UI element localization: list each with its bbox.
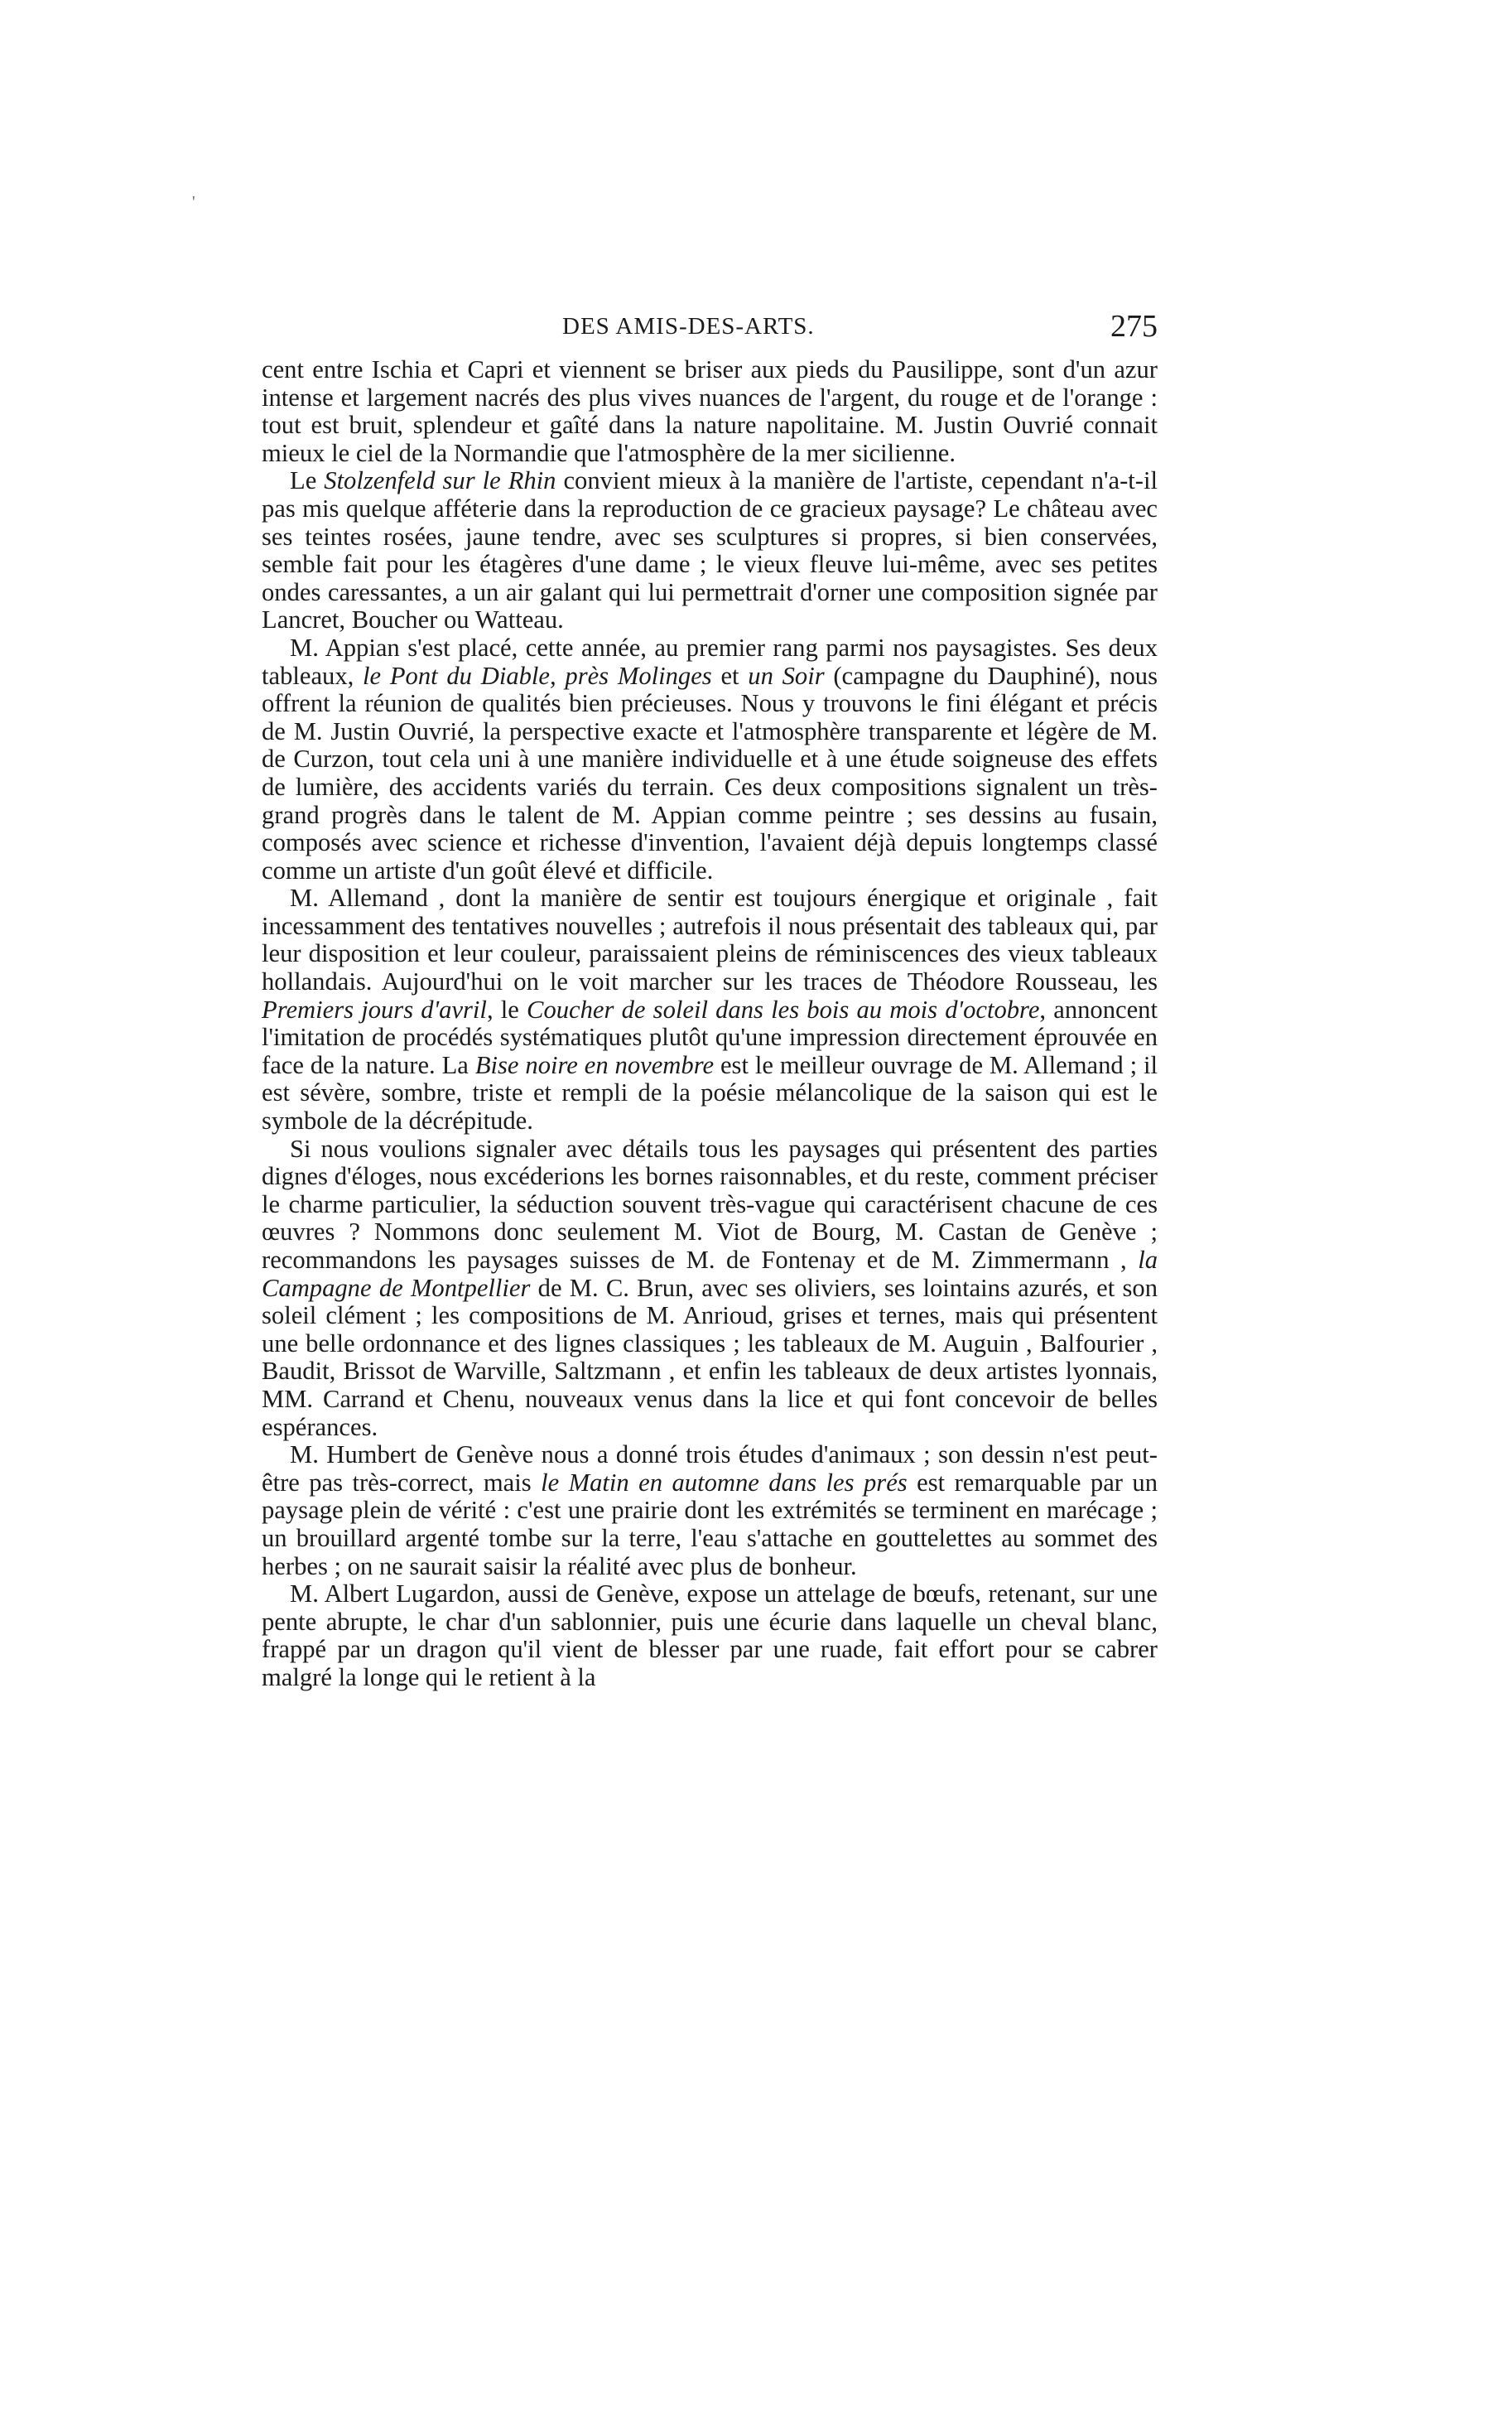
paragraph (262, 467, 1158, 634)
italic-title: Coucher de soleil dans les bois au mois d'octobre (527, 995, 1040, 1024)
italic-title: un Soir (748, 661, 825, 690)
paragraph (262, 1136, 1158, 1442)
text-run: M. Appian s'est placé, cette année, au premier rang parmi nos paysagistes. Ses deux tableaux, (262, 633, 1158, 690)
italic-title: le Pont du Diable, près Molinges (363, 661, 712, 690)
text-run: convient mieux à la manière de l'artiste, cependant n'a-t-il pas mis quelque afféterie dans la reproduction de ce gracieux paysage? Le château avec ses teintes rosées, jaune tendre, avec ses sculptures si propres, si bien conservées, semble fait pour les étagères d'une dame ; le vieux fleuve lui-même, avec ses petites ondes caressantes, a un air galant qui lui permettrait d'orner une composition signée par Lancret, Boucher ou Watteau. (262, 466, 1158, 634)
text-run: M. Humbert de Genève nous a donné trois études d'animaux ; son dessin n'est peut-être pas très-correct, mais (262, 1440, 1158, 1497)
text-run: , le (486, 995, 527, 1024)
running-head: DES AMIS-DES-ARTS. (562, 313, 815, 340)
text-run: M. Albert Lugardon, aussi de Genève, expose un attelage de bœufs, retenant, sur une pente abrupte, le char d'un sablonnier, puis une écurie dans laquelle un cheval blanc, frappé par un dragon qu'il vient de blesser par une ruade, fait effort pour se cabrer malgré la longe qui le retient à la (262, 1579, 1158, 1691)
paragraph (262, 1580, 1158, 1691)
text-run: est le meilleur ouvrage de M. Allemand ; il est sévère, sombre, triste et rempli de la poésie mélancolique de la saison qui est le symbole de la décrépitude. (262, 1050, 1158, 1136)
paragraph (262, 356, 1158, 467)
page-corner-mark: ' (192, 193, 195, 211)
italic-title: Stolzenfeld sur le Rhin (324, 466, 556, 495)
page-header (262, 308, 1158, 358)
text-run: M. Allemand , dont la manière de sentir est toujours énergique et originale , fait incessamment des tentatives nouvelles ; autrefois il nous présentait des tableaux qui, par leur disposition et leur couleur, paraissaient pleins de réminiscences des vieux tableaux hollandais. Aujourd'hui on le voit marcher sur les traces de Théodore Rousseau, les (262, 884, 1158, 996)
text-run: (campagne du Dauphiné), nous offrent la réunion de qualités bien précieuses. Nous y trouvons le fini élégant et précis de M. Justin Ouvrié, la perspective exacte et l'atmosphère transparente et légère de M. de Curzon, tout cela uni à une manière individuelle et à une étude soigneuse des effets de lumière, des accidents variés du terrain. Ces deux compositions signalent un très-grand progrès dans le talent de M. Appian comme peintre ; ses dessins au fusain, composés avec science et richesse d'invention, l'avaient déjà depuis longtemps classé comme un artiste d'un goût élevé et difficile. (262, 661, 1158, 885)
page-number: 275 (1110, 309, 1158, 344)
body-text (262, 356, 1158, 1692)
paragraph (262, 1441, 1158, 1580)
italic-title: le Matin en automne dans les prés (541, 1468, 908, 1497)
paragraph (262, 634, 1158, 885)
text-run: de M. C. Brun, avec ses oliviers, ses lointains azurés, et son soleil clément ; les compositions de M. Anrioud, grises et ternes, mais qui présentent une belle ordonnance et des lignes classiques ; les tableaux de M. Auguin , Balfourier , Baudit, Brissot de Warville, Saltzmann , et enfin les tableaux de deux artistes lyonnais, MM. Carrand et Chenu, nouveaux venus dans la lice et qui font concevoir de belles espérances. (262, 1273, 1158, 1441)
italic-title: Bise noire en novembre (474, 1050, 715, 1079)
italic-title: Premiers jours d'avril (262, 995, 487, 1024)
text-run: cent entre Ischia et Capri et viennent se briser aux pieds du Pausilippe, sont d'un azur intense et largement nacrés des plus vives nuances de l'argent, du rouge et de l'orange : tout est bruit, splendeur et gaîté dans la nature napolitaine. M. Justin Ouvrié connait mieux le ciel de la Normandie que l'atmosphère de la mer sicilienne. (262, 355, 1158, 467)
text-run: est remarquable par un paysage plein de vérité : c'est une prairie dont les extrémités se terminent en marécage ; un brouillard argenté tombe sur la terre, l'eau s'attache en gouttelettes au sommet des herbes ; on ne saurait saisir la réalité avec plus de bonheur. (262, 1468, 1158, 1580)
text-run: , annoncent l'imitation de procédés systématiques plutôt qu'une impression directement éprouvée en face de la nature. La (262, 995, 1158, 1079)
text-run: Le (290, 466, 325, 495)
paragraph (262, 885, 1158, 1135)
text-run: Si nous voulions signaler avec détails tous les paysages qui présentent des parties dignes d'éloges, nous excéderions les bornes raisonnables, et du reste, comment préciser le charme particulier, la séduction souvent très-vague qui caractérisent chacune de ces œuvres ? Nommons donc seulement M. Viot de Bourg, M. Castan de Genève ; recommandons les paysages suisses de M. de Fontenay et de M. Zimmermann , (262, 1134, 1158, 1274)
italic-title: la Campagne de Montpellier (262, 1246, 1158, 1302)
text-run: et (711, 661, 749, 690)
